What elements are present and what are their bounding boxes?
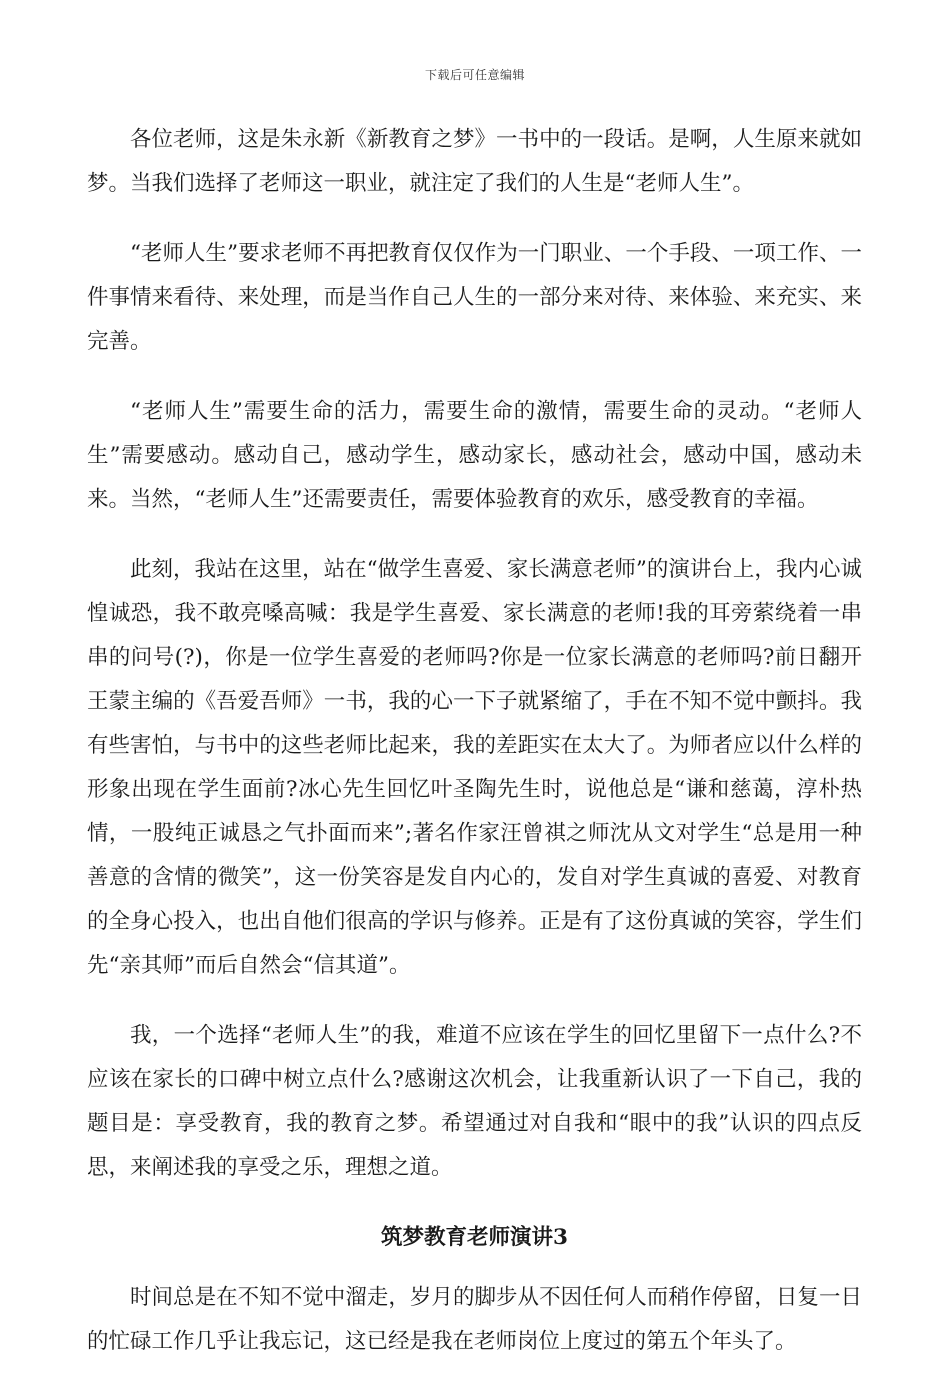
header-note: 下载后可任意编辑 [424, 68, 525, 82]
paragraph: “老师人生”需要生命的活力，需要生命的激情，需要生命的灵动。“老师人生”需要感动。感动自己，感动学生，感动家长，感动社会，感动中国，感动未来。当然，“老师人生”还需要责任，需要体验教育的欢乐，感受教育的幸福。 [87, 399, 862, 512]
paragraph: “老师人生”要求老师不再把教育仅仅作为一门职业、一个手段、一项工作、一件事情来看待、来处理，而是当作自己人生的一部分来对待、来体验、来充实、来完善。 [87, 241, 862, 354]
document-body [87, 118, 862, 1390]
section-title: 筑梦教育老师演讲3 [381, 1225, 568, 1250]
paragraph: 此刻，我站在这里，站在“做学生喜爱、家长满意老师”的演讲台上，我内心诚惶诚恐，我不敢亮嗓高喊：我是学生喜爱、家长满意的老师!我的耳旁萦绕着一串串的问号(?)，你是一位学生喜爱的老师吗?你是一位家长满意的老师吗?前日翻开王蒙主编的《吾爱吾师》一书，我的心一下子就紧缩了，手在不知不觉中颤抖。我有些害怕，与书中的这些老师比起来，我的差距实在太大了。为师者应以什么样的形象出现在学生面前?冰心先生回忆叶圣陶先生时，说他总是“谦和慈蔼，淳朴热情，一股纯正诚恳之气扑面而来”;著名作家汪曾祺之师沈从文对学生“总是用一种善意的含情的微笑”，这一份笑容是发自内心的，发自对学生真诚的喜爱、对教育的全身心投入，也出自他们很高的学识与修养。正是有了这份真诚的笑容，学生们先“亲其师”而后自然会“信其道”。 [87, 557, 862, 978]
paragraph: 时间总是在不知不觉中溜走，岁月的脚步从不因任何人而稍作停留，日复一日的忙碌工作几乎让我忘记，这已经是我在老师岗位上度过的第五个年头了。 [87, 1285, 862, 1354]
paragraph: 各位老师，这是朱永新《新教育之梦》一书中的一段话。是啊，人生原来就如梦。当我们选择了老师这一职业，就注定了我们的人生是“老师人生”。 [87, 127, 862, 196]
paragraph: 我，一个选择“老师人生”的我，难道不应该在学生的回忆里留下一点什么?不应该在家长的口碑中树立点什么?感谢这次机会，让我重新认识了一下自己，我的题目是：享受教育，我的教育之梦。希望通过对自我和“眼中的我”认识的四点反思，来阐述我的享受之乐，理想之道。 [87, 1023, 862, 1180]
